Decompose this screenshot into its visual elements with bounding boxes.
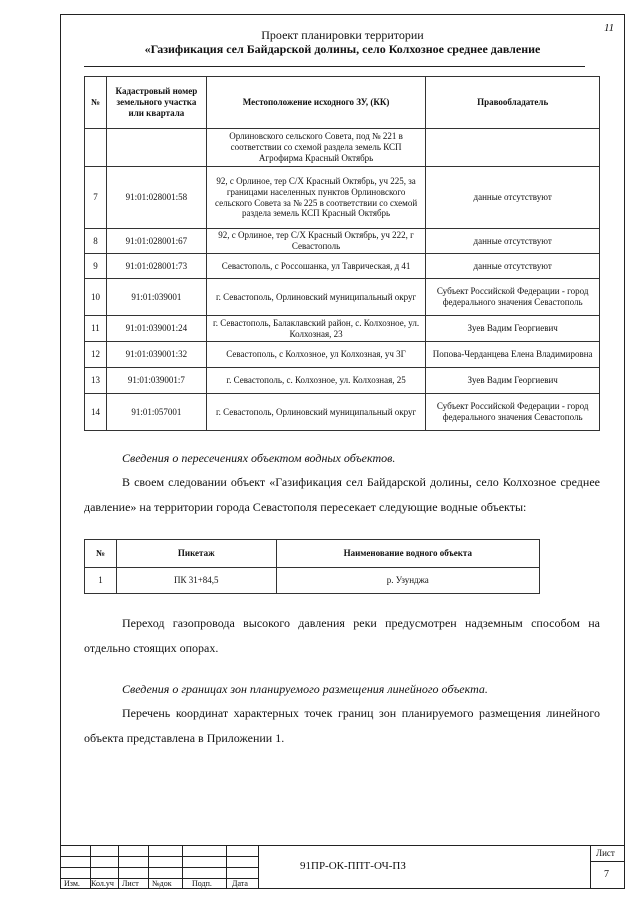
- cell-owner: Зуев Вадим Георгиевич: [426, 316, 600, 342]
- cell-owner: Субъект Российской Федерации - город федерального значения Севастополь: [426, 279, 600, 316]
- cell-num: 9: [85, 254, 107, 279]
- col-header-water-name: Наименование водного объекта: [276, 540, 539, 568]
- stamp-label: Дата: [232, 879, 248, 888]
- cell-num: 1: [85, 568, 117, 594]
- header-line-1: Проект планировки территории: [261, 28, 424, 42]
- table-row: [85, 368, 600, 394]
- cell-owner: Субъект Российской Федерации - город федерального значения Севастополь: [426, 394, 600, 431]
- cell-owner: данные отсутствуют: [426, 229, 600, 254]
- water-objects-table: [84, 539, 540, 594]
- cell-picket: ПК 31+84,5: [116, 568, 276, 594]
- header-rule: [84, 66, 585, 67]
- stamp-label: Кол.уч: [91, 879, 114, 888]
- table-row: [85, 342, 600, 368]
- sheet-label: Лист: [596, 848, 615, 858]
- cell-location: 92, с Орлиное, тер С/Х Красный Октябрь, уч 222, г Севастополь: [206, 229, 425, 254]
- crossing-text: Переход газопровода высокого давления реки предусмотрен надземным способом на отдельно стоящих опорах.: [84, 616, 600, 655]
- cell-owner: [426, 129, 600, 167]
- cell-cadastral: 91:01:039001: [106, 279, 206, 316]
- cell-location: г. Севастополь, с. Колхозное, ул. Колхозная, 25: [206, 368, 425, 394]
- table-row: [85, 568, 540, 594]
- cell-num: 7: [85, 167, 107, 229]
- table-row: [85, 129, 600, 167]
- cell-owner: данные отсутствуют: [426, 167, 600, 229]
- cell-location: г. Севастополь, Орлиновский муниципальный округ: [206, 394, 425, 431]
- cell-water-name: р. Узунджа: [276, 568, 539, 594]
- table-header-row: [85, 540, 540, 568]
- table-row: [85, 229, 600, 254]
- cell-location: 92, с Орлиное, тер С/Х Красный Октябрь, уч 225, за границами населенных пунктов Орлиновского сельского Совета за № 225 в соответствии со схемой раздела земель КСП Красный Октябрь: [206, 167, 425, 229]
- cell-location: Орлиновского сельского Совета, под № 221 в соответствии со схемой раздела земель КСП Агрофирма Красный Октябрь: [206, 129, 425, 167]
- document-code: 91ПР-ОК-ППТ-ОЧ-ПЗ: [300, 860, 406, 872]
- cell-cadastral: [106, 129, 206, 167]
- table-row: [85, 279, 600, 316]
- cell-num: 10: [85, 279, 107, 316]
- col-header-num: №: [85, 540, 117, 568]
- col-header-owner: Правообладатель: [426, 77, 600, 129]
- table-header-row: [85, 77, 600, 129]
- table-row: [85, 394, 600, 431]
- cell-location: Севастополь, с Россошанка, ул Таврическая, д 41: [206, 254, 425, 279]
- cell-cadastral: 91:01:028001:58: [106, 167, 206, 229]
- cell-owner: данные отсутствуют: [426, 254, 600, 279]
- table-row: [85, 316, 600, 342]
- land-plots-table: [84, 76, 600, 431]
- stamp-label: Изм.: [64, 879, 80, 888]
- water-section-text: В своем следовании объект «Газификация сел Байдарской долины, село Колхозное среднее давление» на территории города Севастополя пересекает следующие водные объекты:: [84, 475, 600, 514]
- cell-cadastral: 91:01:057001: [106, 394, 206, 431]
- cell-num: 11: [85, 316, 107, 342]
- zones-section-title: Сведения о границах зон планируемого размещения линейного объекта.: [122, 682, 488, 696]
- col-header-cadastral: Кадастровый номер земельного участка или квартала: [106, 77, 206, 129]
- cell-location: г. Севастополь, Орлиновский муниципальный округ: [206, 279, 425, 316]
- cell-cadastral: 91:01:039001:7: [106, 368, 206, 394]
- table-row: [85, 167, 600, 229]
- table-row: [85, 254, 600, 279]
- stamp-label: Подп.: [192, 879, 212, 888]
- col-header-num: №: [85, 77, 107, 129]
- cell-cadastral: 91:01:028001:67: [106, 229, 206, 254]
- cell-owner: Попова-Черданцева Елена Владимировна: [426, 342, 600, 368]
- zones-section-text: Перечень координат характерных точек границ зон планируемого размещения линейного объекта представлена в Приложении 1.: [84, 706, 600, 745]
- cell-cadastral: 91:01:039001:32: [106, 342, 206, 368]
- page-number: 11: [604, 22, 615, 34]
- cell-location: Севастополь, с Колхозное, ул Колхозная, уч 3Г: [206, 342, 425, 368]
- cell-num: [85, 129, 107, 167]
- water-section-title: Сведения о пересечениях объектом водных объектов.: [122, 451, 396, 465]
- cell-cadastral: 91:01:039001:24: [106, 316, 206, 342]
- stamp-label: №док: [152, 879, 172, 888]
- cell-num: 13: [85, 368, 107, 394]
- cell-num: 14: [85, 394, 107, 431]
- header-line-2: «Газификация сел Байдарской долины, село Колхозное среднее давление: [144, 42, 541, 56]
- cell-num: 8: [85, 229, 107, 254]
- cell-location: г. Севастополь, Балаклавский район, с. Колхозное, ул. Колхозная, 23: [206, 316, 425, 342]
- cell-cadastral: 91:01:028001:73: [106, 254, 206, 279]
- col-header-location: Местоположение исходного ЗУ, (КК): [206, 77, 425, 129]
- cell-num: 12: [85, 342, 107, 368]
- stamp-label: Лист: [122, 879, 139, 888]
- sheet-number: 7: [604, 869, 609, 880]
- col-header-picket: Пикетаж: [116, 540, 276, 568]
- cell-owner: Зуев Вадим Георгиевич: [426, 368, 600, 394]
